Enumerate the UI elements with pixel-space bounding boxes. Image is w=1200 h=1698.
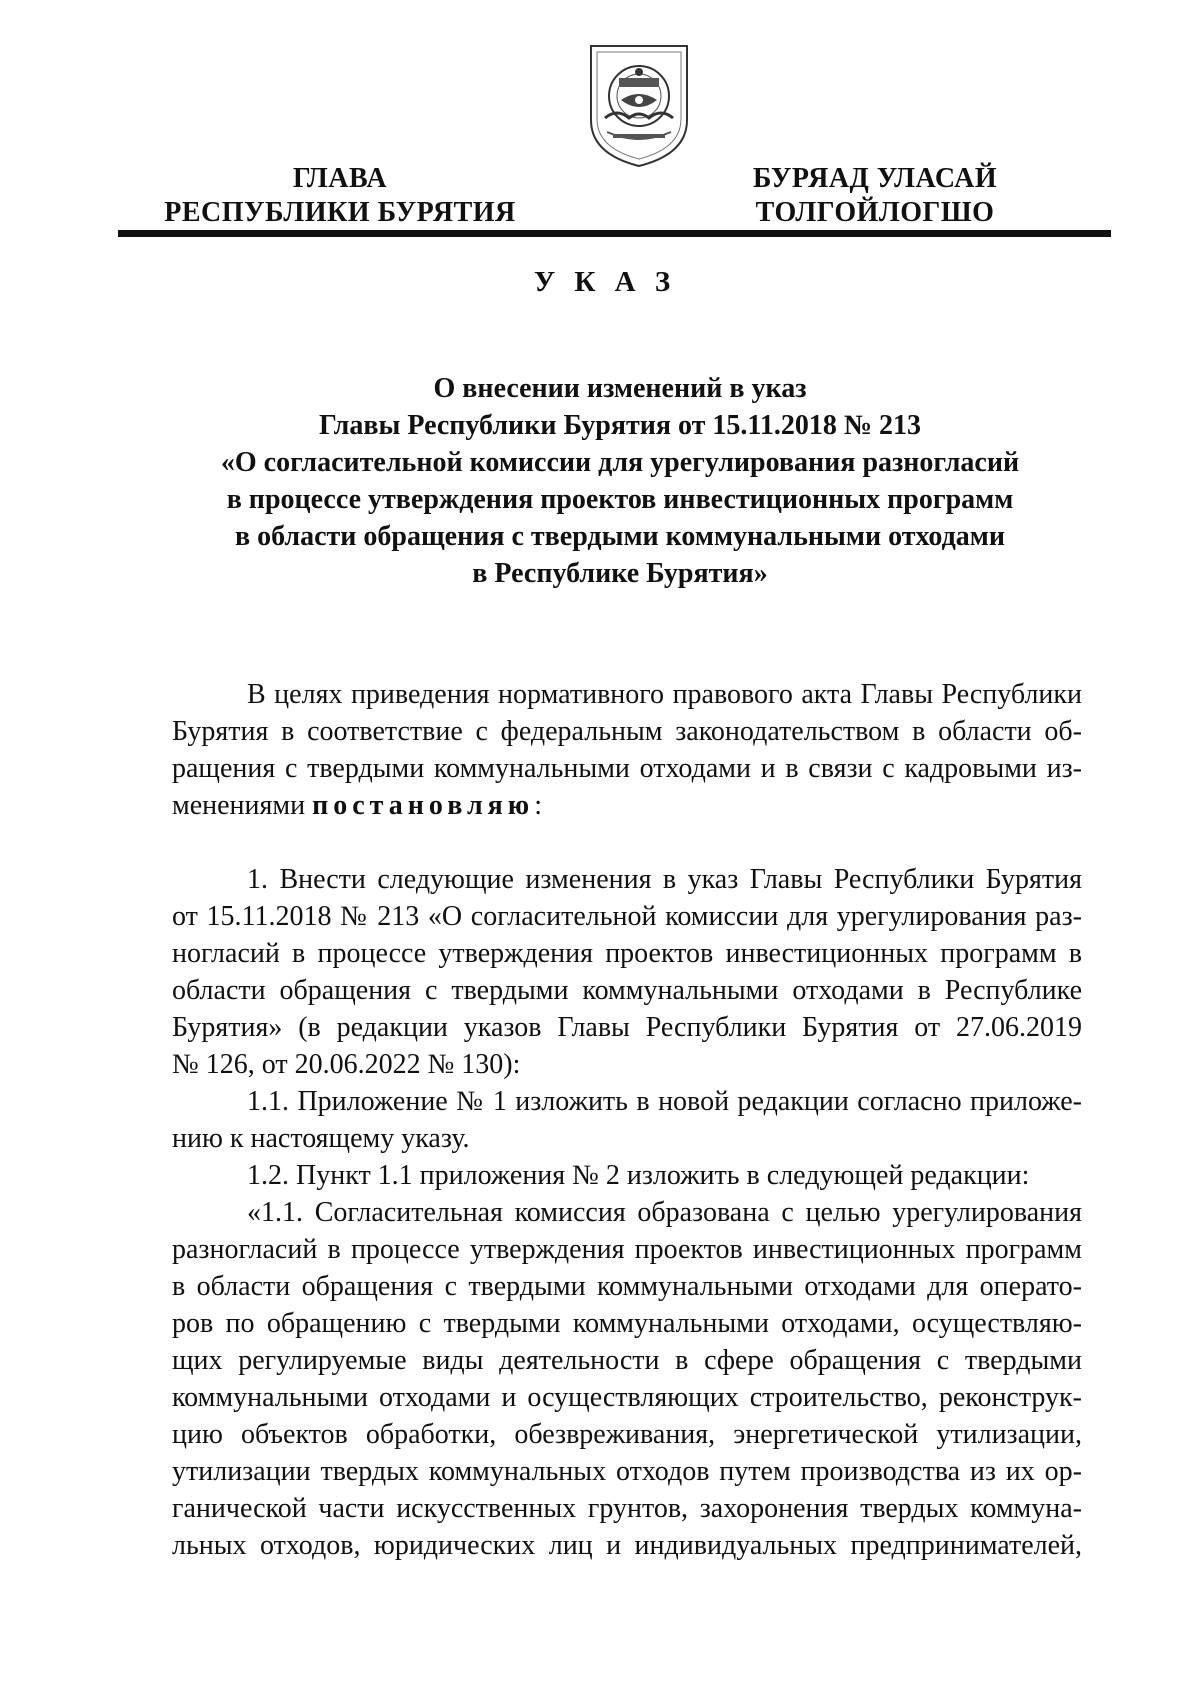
decree-subject bbox=[160, 370, 1080, 592]
header-left-line-1: ГЛАВА bbox=[292, 163, 388, 194]
subject-line: Главы Республики Бурятия от 15.11.2018 № 213 bbox=[319, 410, 921, 441]
subject-line: в Республике Бурятия» bbox=[472, 558, 768, 589]
text-line: В целях приведения нормативного правового акта Главы Республики bbox=[247, 679, 1082, 710]
subject-line: О внесении изменений в указ bbox=[433, 373, 807, 404]
text-line: 1.2. Пункт 1.1 приложения № 2 изложить в следующей редакции: bbox=[247, 1160, 1030, 1191]
text-line: Бурятия» (в редакции указов Главы Республики Бурятия от 27.06.2019 bbox=[172, 1012, 1082, 1043]
text-line: 1.1. Приложение № 1 изложить в новой редакции согласно приложе- bbox=[247, 1086, 1082, 1117]
text-line: ганической части искусственных грунтов, захоронения твердых коммуна- bbox=[172, 1493, 1082, 1524]
text-line: щих регулируемые виды деятельности в сфере обращения с твердыми bbox=[172, 1345, 1082, 1376]
decree-operative-word: постановляю bbox=[312, 790, 535, 821]
header-left-line-2: РЕСПУБЛИКИ БУРЯТИЯ bbox=[164, 197, 516, 228]
text-line: ращения с твердыми коммунальными отходами и в связи с кадровыми из- bbox=[172, 753, 1082, 784]
text-line: ногласий в процессе утверждения проектов инвестиционных программ в bbox=[172, 938, 1082, 969]
text-line: цию объектов обработки, обезвреживания, энергетической утилизации, bbox=[172, 1419, 1082, 1450]
preamble-paragraph bbox=[172, 676, 1082, 824]
subject-line: в области обращения с твердыми коммунальными отходами bbox=[234, 521, 1005, 552]
decree-body bbox=[172, 861, 1082, 1564]
text-line: от 15.11.2018 № 213 «О согласительной комиссии для урегулирования раз- bbox=[172, 901, 1082, 932]
text-line: области обращения с твердыми коммунальными отходами в Республике bbox=[172, 975, 1082, 1006]
preamble-last-line-start: менениями bbox=[172, 790, 313, 821]
text-line: в области обращения с твердыми коммунальными отходами для операто- bbox=[172, 1271, 1082, 1302]
header-right-title bbox=[725, 162, 1025, 230]
header-right-line-1: БУРЯАД УЛАСАЙ bbox=[752, 163, 998, 194]
text-line: нию к настоящему указу. bbox=[172, 1123, 470, 1154]
header-divider bbox=[118, 230, 1111, 237]
document-type-title: У К А З bbox=[533, 266, 677, 298]
subject-line: в процессе утверждения проектов инвестиционных программ bbox=[226, 484, 1014, 515]
subject-line: «О согласительной комиссии для урегулирования разногласий bbox=[220, 447, 1020, 478]
text-line: утилизации твердых коммунальных отходов путем производства из их ор- bbox=[172, 1456, 1082, 1487]
preamble-last-line-end: : bbox=[534, 790, 542, 821]
text-line: 1. Внести следующие изменения в указ Главы Республики Бурятия bbox=[247, 864, 1082, 895]
text-line: № 126, от 20.06.2022 № 130): bbox=[172, 1049, 521, 1080]
header-right-line-2: ТОЛГОЙЛОГШО bbox=[755, 197, 995, 228]
text-line: льных отходов, юридических лиц и индивидуальных предпринимателей, bbox=[172, 1530, 1082, 1561]
text-line: коммунальными отходами и осуществляющих строительство, реконструк- bbox=[172, 1382, 1082, 1413]
header-left-title bbox=[150, 162, 530, 230]
text-line: «1.1. Согласительная комиссия образована с целью урегулирования bbox=[247, 1197, 1082, 1228]
text-line: ров по обращению с твердыми коммунальными отходами, осуществляю- bbox=[172, 1308, 1082, 1339]
text-line bbox=[172, 787, 1082, 824]
text-line: Бурятия в соответствие с федеральным законодательством в области об- bbox=[172, 716, 1082, 747]
coat-of-arms-icon bbox=[587, 42, 691, 170]
text-line: разногласий в процессе утверждения проектов инвестиционных программ bbox=[172, 1234, 1082, 1265]
